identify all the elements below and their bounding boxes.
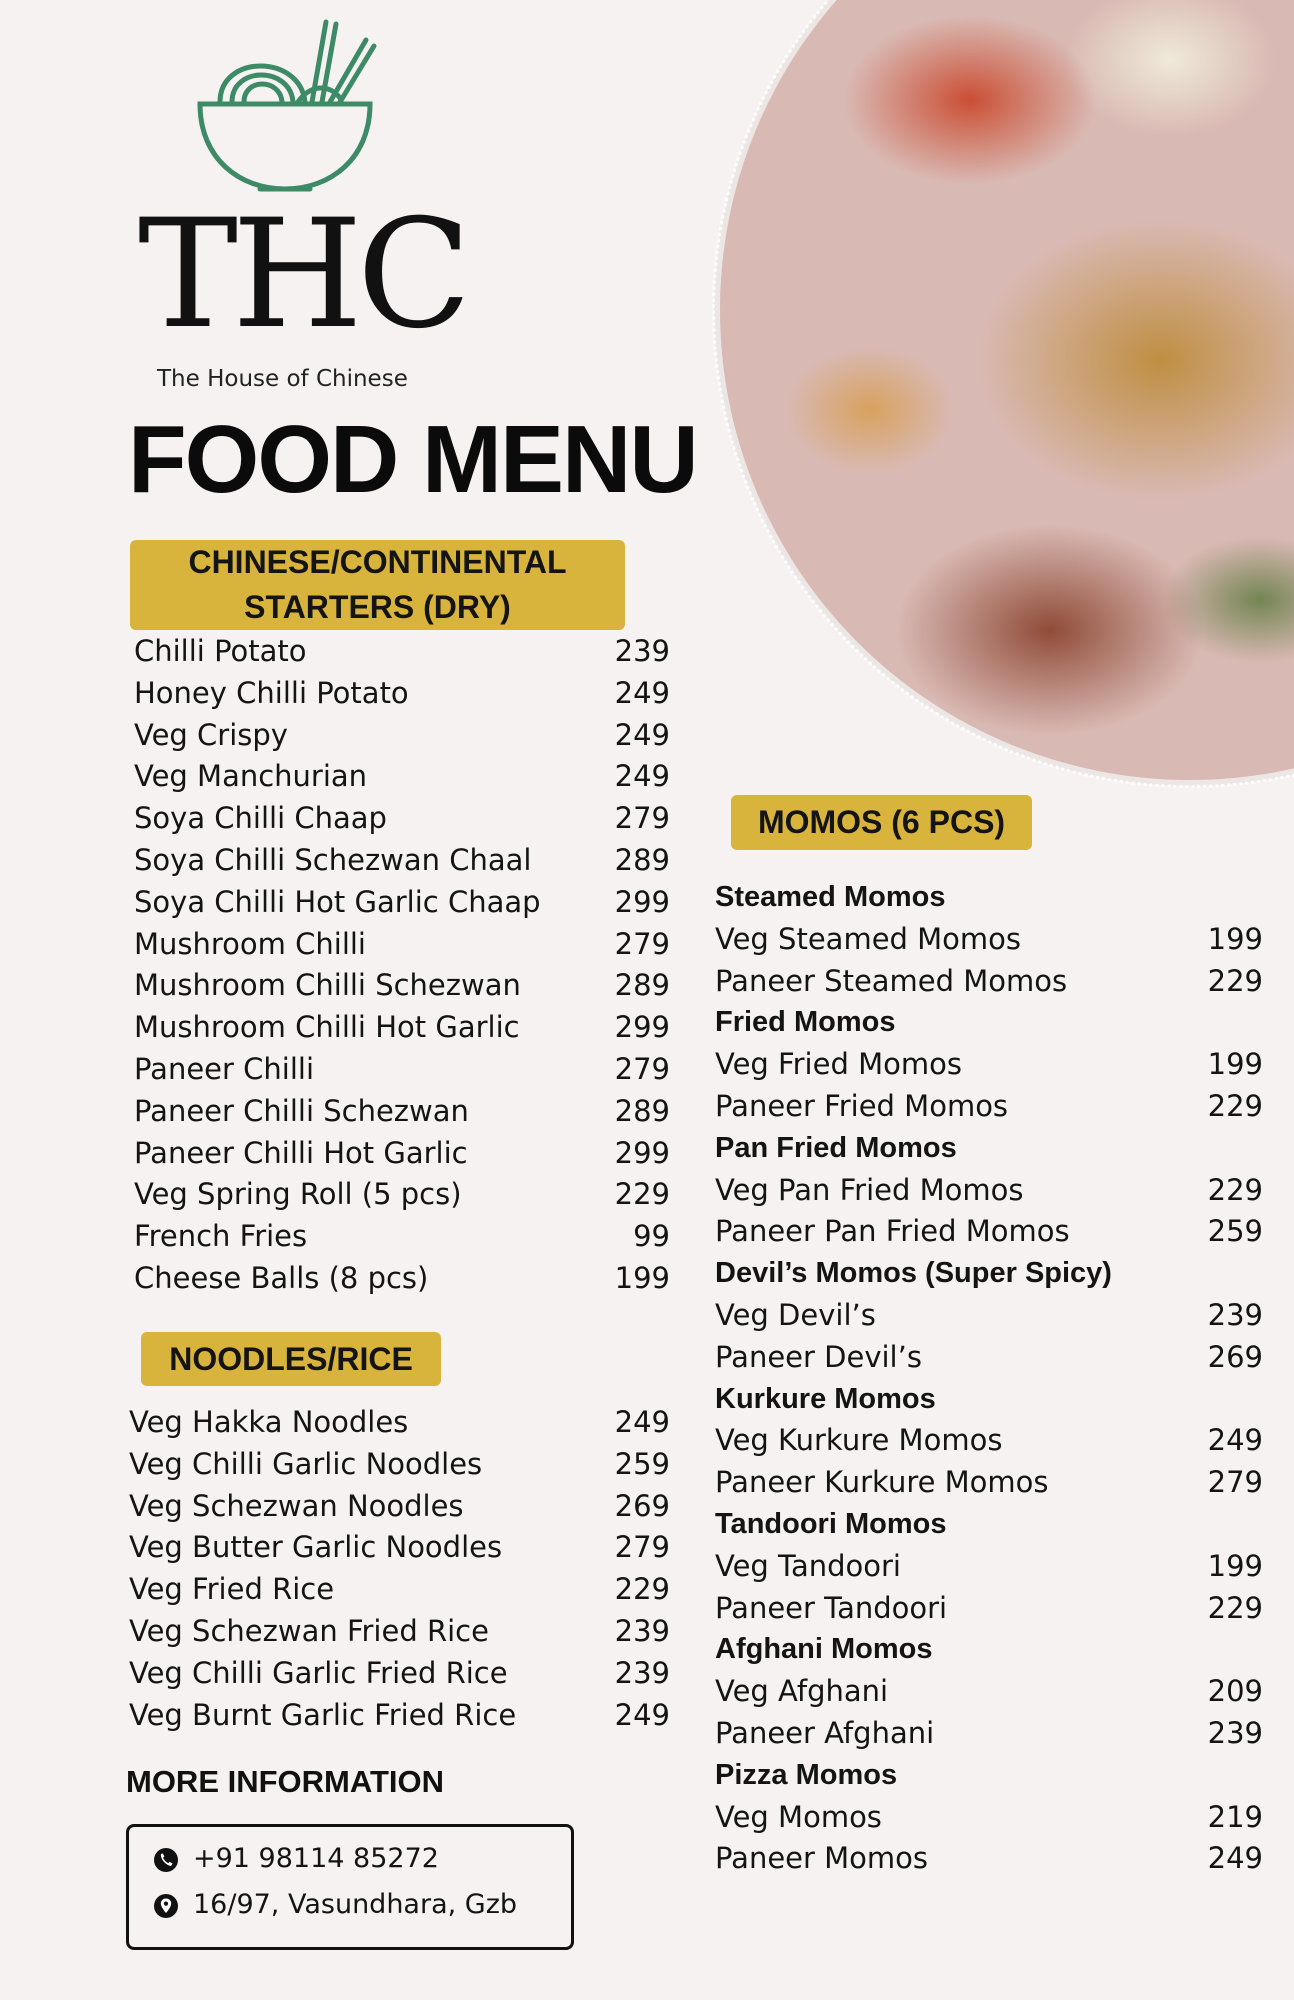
category-name: Fried Momos — [715, 1006, 896, 1039]
item-price: 299 — [614, 884, 670, 919]
item-name: Paneer Momos — [715, 1841, 929, 1876]
item-name: Paneer Afghani — [715, 1715, 935, 1750]
item-name: Paneer Steamed Momos — [715, 963, 1068, 998]
menu-category — [715, 1128, 1263, 1170]
menu-item — [129, 1569, 670, 1611]
address-text: 16/97, Vasundhara, Gzb — [193, 1889, 518, 1920]
section-heading-momos: MOMOS (6 PCS) — [731, 795, 1032, 850]
item-price: 279 — [614, 801, 670, 836]
menu-item — [129, 1527, 670, 1569]
item-price: 229 — [1207, 1172, 1263, 1207]
item-price: 249 — [614, 675, 670, 710]
item-name: Veg Chilli Garlic Noodles — [129, 1446, 483, 1481]
item-price: 199 — [1207, 1047, 1263, 1082]
menu-item — [715, 1838, 1263, 1880]
menu-category — [715, 1253, 1263, 1295]
category-name: Tandoori Momos — [715, 1507, 947, 1540]
item-price: 259 — [1207, 1214, 1263, 1249]
photo-dotted-border — [712, 0, 1294, 788]
menu-item — [134, 1258, 670, 1300]
item-price: 239 — [1207, 1297, 1263, 1332]
menu-item — [715, 1295, 1263, 1337]
menu-item — [134, 798, 670, 840]
item-name: Veg Hakka Noodles — [129, 1405, 409, 1439]
item-name: Veg Spring Roll (5 pcs) — [134, 1177, 462, 1212]
item-name: Veg Steamed Momos — [715, 921, 1022, 956]
item-name: Chilli Potato — [134, 634, 307, 668]
menu-item — [715, 1797, 1263, 1839]
item-price: 219 — [1207, 1799, 1263, 1834]
menu-item — [715, 1420, 1263, 1462]
category-name: Steamed Momos — [715, 881, 946, 913]
menu-item — [134, 965, 670, 1007]
phone-number: +91 98114 85272 — [193, 1843, 439, 1874]
item-name: Soya Chilli Chaap — [134, 801, 387, 836]
menu-item — [715, 961, 1263, 1003]
item-price: 279 — [614, 1530, 670, 1565]
more-information-title: MORE INFORMATION — [126, 1764, 445, 1799]
item-name: Paneer Kurkure Momos — [715, 1465, 1049, 1500]
menu-item — [134, 756, 670, 798]
item-name: Veg Afghani — [715, 1674, 889, 1709]
item-name: Veg Devil’s — [715, 1297, 876, 1332]
item-price: 99 — [633, 1219, 670, 1254]
starters-list — [134, 631, 670, 1300]
section-heading-starters — [130, 540, 625, 630]
location-pin-icon — [153, 1893, 179, 1919]
item-price: 279 — [614, 1051, 670, 1086]
item-price: 229 — [1207, 1088, 1263, 1123]
category-name: Kurkure Momos — [715, 1382, 936, 1415]
menu-item — [134, 1216, 670, 1258]
item-price: 279 — [1207, 1465, 1263, 1500]
item-name: Paneer Chilli Hot Garlic — [134, 1135, 468, 1170]
item-price: 239 — [1207, 1715, 1263, 1750]
item-name: French Fries — [134, 1219, 308, 1254]
category-name: Devil’s Momos (Super Spicy) — [715, 1257, 1112, 1290]
menu-category — [715, 1629, 1263, 1671]
item-price: 289 — [614, 1093, 670, 1128]
item-name: Veg Fried Rice — [129, 1572, 335, 1607]
item-name: Mushroom Chilli Hot Garlic — [134, 1010, 520, 1045]
menu-category — [715, 1755, 1263, 1797]
item-name: Soya Chilli Hot Garlic Chaap — [134, 884, 541, 919]
menu-item — [134, 673, 670, 715]
item-price: 269 — [614, 1488, 670, 1523]
item-name: Veg Chilli Garlic Fried Rice — [129, 1655, 508, 1690]
contact-box — [126, 1824, 574, 1950]
menu-item — [715, 1337, 1263, 1379]
item-price: 209 — [1207, 1674, 1263, 1709]
item-price: 249 — [614, 1697, 670, 1732]
item-name: Paneer Pan Fried Momos — [715, 1214, 1070, 1249]
item-price: 249 — [614, 1405, 670, 1439]
menu-item — [129, 1611, 670, 1653]
section-heading-line: CHINESE/CONTINENTAL — [188, 544, 567, 580]
item-name: Veg Crispy — [134, 717, 288, 752]
item-price: 199 — [1207, 921, 1263, 956]
item-name: Veg Tandoori — [715, 1548, 901, 1583]
menu-item — [715, 1211, 1263, 1253]
section-heading-line: STARTERS (DRY) — [244, 589, 511, 625]
item-name: Veg Kurkure Momos — [715, 1423, 1003, 1458]
menu-category — [715, 877, 1263, 919]
item-price: 289 — [614, 842, 670, 877]
menu-item — [134, 715, 670, 757]
menu-item — [134, 1174, 670, 1216]
item-name: Veg Pan Fried Momos — [715, 1172, 1024, 1207]
item-price: 229 — [1207, 1590, 1263, 1625]
brand-name: THC — [138, 188, 466, 362]
item-price: 299 — [614, 1010, 670, 1045]
item-name: Paneer Chilli Schezwan — [134, 1093, 469, 1128]
menu-item — [715, 1713, 1263, 1755]
item-name: Mushroom Chilli — [134, 926, 366, 961]
item-price: 289 — [614, 968, 670, 1003]
item-name: Veg Schezwan Noodles — [129, 1488, 464, 1523]
item-price: 249 — [1207, 1841, 1263, 1876]
item-price: 249 — [614, 759, 670, 794]
menu-item — [134, 924, 670, 966]
menu-item — [134, 1007, 670, 1049]
menu-item — [129, 1486, 670, 1528]
item-name: Paneer Fried Momos — [715, 1088, 1009, 1123]
item-name: Paneer Chilli — [134, 1051, 315, 1086]
item-name: Paneer Devil’s — [715, 1339, 922, 1374]
item-name: Veg Momos — [715, 1799, 882, 1834]
item-name: Cheese Balls (8 pcs) — [134, 1260, 429, 1295]
menu-item — [134, 1133, 670, 1175]
menu-item — [715, 1044, 1263, 1086]
menu-category — [715, 1504, 1263, 1546]
menu-item — [134, 631, 670, 673]
menu-item — [715, 1170, 1263, 1212]
item-name: Veg Fried Momos — [715, 1047, 962, 1082]
item-price: 239 — [614, 634, 670, 668]
menu-item — [715, 1462, 1263, 1504]
category-name: Pan Fried Momos — [715, 1131, 957, 1164]
item-price: 249 — [1207, 1423, 1263, 1458]
item-name: Veg Schezwan Fried Rice — [129, 1613, 489, 1648]
section-heading-noodles: NOODLES/RICE — [141, 1332, 441, 1386]
page-title: FOOD MENU — [128, 406, 697, 513]
menu-item — [134, 840, 670, 882]
item-name: Soya Chilli Schezwan Chaal — [134, 842, 532, 877]
menu-item — [715, 1546, 1263, 1588]
menu-item — [715, 1671, 1263, 1713]
item-price: 239 — [614, 1655, 670, 1690]
item-price: 229 — [614, 1572, 670, 1607]
item-name: Veg Manchurian — [134, 759, 368, 794]
menu-item — [129, 1653, 670, 1695]
category-name: Pizza Momos — [715, 1758, 898, 1791]
menu-item — [715, 1086, 1263, 1128]
menu-item — [715, 1588, 1263, 1630]
menu-category — [715, 1379, 1263, 1421]
item-price: 239 — [614, 1613, 670, 1648]
item-price: 299 — [614, 1135, 670, 1170]
menu-category — [715, 1002, 1263, 1044]
momos-list — [715, 877, 1263, 1880]
item-name: Veg Burnt Garlic Fried Rice — [129, 1697, 517, 1732]
brand-tagline: The House of Chinese — [157, 366, 408, 392]
menu-item — [129, 1402, 670, 1444]
phone-icon — [153, 1847, 179, 1873]
menu-item — [129, 1695, 670, 1737]
item-price: 229 — [1207, 963, 1263, 998]
item-name: Honey Chilli Potato — [134, 675, 409, 710]
item-price: 279 — [614, 926, 670, 961]
item-price: 199 — [1207, 1548, 1263, 1583]
noodle-bowl-icon — [190, 14, 380, 204]
item-name: Mushroom Chilli Schezwan — [134, 968, 521, 1003]
item-price: 249 — [614, 717, 670, 752]
item-name: Paneer Tandoori — [715, 1590, 948, 1625]
item-name: Veg Butter Garlic Noodles — [129, 1530, 503, 1565]
item-price: 199 — [614, 1260, 670, 1295]
item-price: 229 — [614, 1177, 670, 1212]
menu-item — [134, 882, 670, 924]
menu-item — [134, 1091, 670, 1133]
menu-item — [134, 1049, 670, 1091]
item-price: 259 — [614, 1446, 670, 1481]
item-price: 269 — [1207, 1339, 1263, 1374]
menu-item — [715, 919, 1263, 961]
menu-item — [129, 1444, 670, 1486]
category-name: Afghani Momos — [715, 1633, 933, 1666]
noodles-list — [129, 1402, 670, 1736]
